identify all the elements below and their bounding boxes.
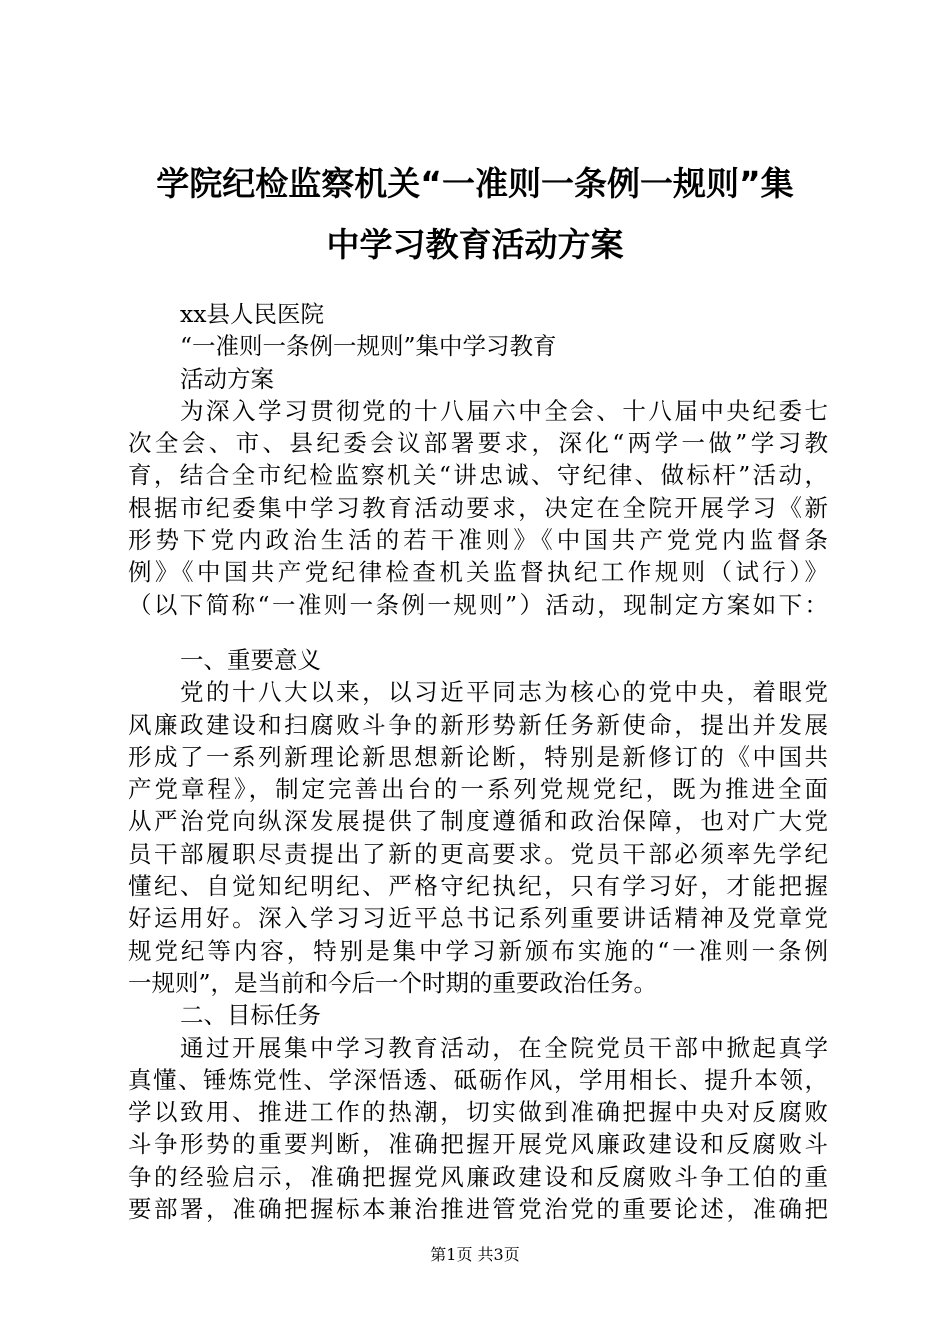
section-1-line: 一规则”，是当前和今后一个时期的重要政治任务。 [128,968,658,997]
document-title-line-2: 中学习教育活动方案 [326,225,624,264]
section-2-line: 真懂、锤炼党性、学深悟透、砥砺作风，学用相长、提升本领， [128,1065,828,1094]
section-2-line: 学以致用、推进工作的热潮，切实做到准确把握中央对反腐败 [128,1098,828,1127]
subtitle-line-1: “一准则一条例一规则”集中学习教育 [180,332,557,361]
paragraph-gap [128,621,828,644]
section-1-line: 规党纪等内容，特别是集中学习新颁布实施的“一准则一条例 [128,936,828,965]
intro-line: 为深入学习贯彻党的十八届六中全会、十八届中央纪委七 [180,396,828,425]
intro-line: 形势下党内政治生活的若干准则》《中国共产党党内监督条 [128,526,828,555]
section-1-line: 形成了一系列新理论新思想新论断，特别是新修订的《中国共 [128,742,828,771]
section-2-heading: 二、目标任务 [180,1001,321,1030]
document-body [128,298,828,1225]
document-title-line-1: 学院纪检监察机关“一准则一条例一规则”集 [156,164,794,203]
intro-line: 育，结合全市纪检监察机关“讲忠诚、守纪律、做标杆”活动， [128,461,828,490]
section-1-line: 懂纪、自觉知纪明纪、严格守纪执纪，只有学习好，才能把握 [128,872,828,901]
subtitle-line-2: 活动方案 [180,364,274,393]
intro-line: 次全会、市、县纪委会议部署要求，深化“两学一做”学习教 [128,429,828,458]
section-1-line: 党的十八大以来，以习近平同志为核心的党中央，着眼党 [180,678,828,707]
section-1-line: 从严治党向纵深发展提供了制度遵循和政治保障，也对广大党 [128,807,828,836]
organization-name: xx县人民医院 [180,300,325,328]
intro-line: （以下简称“一准则一条例一规则”）活动，现制定方案如下： [128,590,828,619]
section-1-line: 产党章程》，制定完善出台的一系列党规党纪，既为推进全面 [128,775,828,804]
section-1-line: 风廉政建设和扫腐败斗争的新形势新任务新使命，提出并发展 [128,710,828,739]
section-1-line: 好运用好。深入学习习近平总书记系列重要讲话精神及党章党 [128,904,828,933]
section-2-line: 要部署，准确把握标本兼治推进管党治党的重要论述，准确把 [128,1195,828,1224]
section-2-line: 通过开展集中学习教育活动，在全院党员干部中掀起真学 [180,1033,828,1062]
section-1-line: 员干部履职尽责提出了新的更高要求。党员干部必须率先学纪 [128,839,828,868]
page-footer: 第1页 共3页 [430,1245,520,1264]
intro-line: 例》《中国共产党纪律检查机关监督执纪工作规则（试行）》 [128,558,828,587]
intro-line: 根据市纪委集中学习教育活动要求，决定在全院开展学习《新 [128,493,828,522]
section-2-line: 争的经验启示，准确把握党风廉政建设和反腐败斗争工伯的重 [128,1162,828,1191]
section-1-heading: 一、重要意义 [180,645,321,674]
section-2-line: 斗争形势的重要判断，准确把握开展党风廉政建设和反腐败斗 [128,1130,828,1159]
